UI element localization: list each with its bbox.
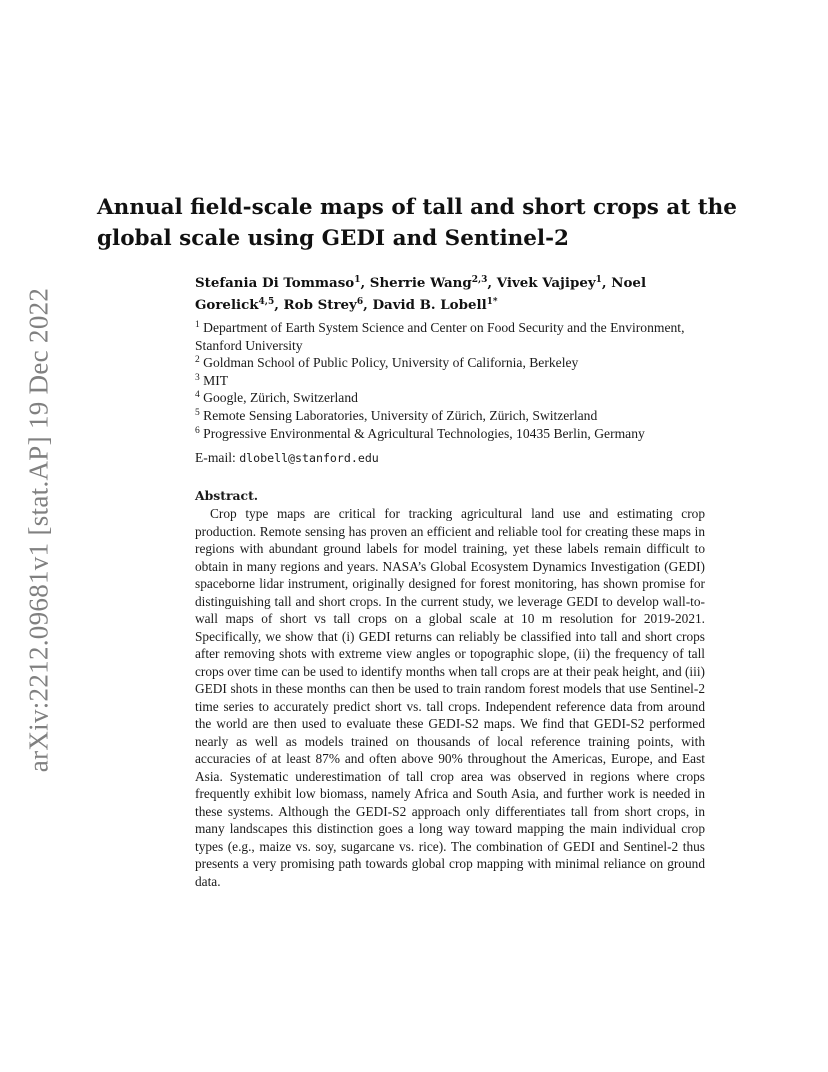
paper-title: Annual field-scale maps of tall and short crops at the global scale using GEDI and Sentinel-2 <box>97 195 737 251</box>
affiliation-number: 5 <box>195 407 200 418</box>
author-affiliation-mark: 4,5 <box>258 297 275 307</box>
author-name: Rob Strey <box>283 297 357 313</box>
author-name: Sherrie Wang <box>369 275 472 291</box>
affiliation-item <box>195 354 705 372</box>
author-affiliation-mark: 2,3 <box>471 275 488 285</box>
author-affiliation-mark: 6 <box>356 297 364 307</box>
email-address[interactable]: dlobell@stanford.edu <box>239 451 379 465</box>
contact-email <box>195 450 705 466</box>
affiliation-number: 2 <box>195 355 200 366</box>
affiliation-text: Department of Earth System Science and Center on Food Security and the Environment, Stanford University <box>195 320 685 353</box>
affiliation-text: Google, Zürich, Switzerland <box>203 390 358 406</box>
author-name: David B. Lobell <box>372 297 487 313</box>
abstract-heading: Abstract. <box>195 488 259 503</box>
author-name: Stefania Di Tommaso <box>195 275 355 291</box>
arxiv-identifier: arXiv:2212.09681v1 [stat.AP] 19 Dec 2022 <box>23 287 54 773</box>
affiliation-list <box>195 319 705 442</box>
affiliation-item <box>195 425 705 443</box>
affiliation-text: MIT <box>203 372 229 388</box>
affiliation-text: Progressive Environmental & Agricultural Technologies, 10435 Berlin, Germany <box>203 425 645 441</box>
affiliation-number: 1 <box>195 320 200 330</box>
abstract-text: Crop type maps are critical for tracking agricultural land use and estimating crop production. Remote sensing has proven an efficient and reliable tool for creating these maps in regions with abundant ground labels for model training, yet these labels remain difficult to obtain in many regions and years. NASA’s Global Ecosystem Dynamics Investigation (GEDI) spaceborne lidar instrument, originally designed for forest monitoring, has shown promise for distinguishing tall and short crops. In the current study, we leverage GEDI to develop wall-to-wall maps of short vs tall crops on a global scale at 10 m resolution for 2019-2021. Specifically, we show that (i) GEDI returns can reliably be classified into tall and short crops after removing shots with extreme view angles or topographic slope, (ii) the frequency of tall crops over time can be used to identify months when tall crops are at their peak height, and (iii) GEDI shots in these months can then be used to train random forest models that use Sentinel-2 time series to accurately predict short vs. tall crops. Independent reference data from around the world are then used to evaluate these GEDI-S2 maps. We find that GEDI-S2 performed nearly as well as models trained on thousands of local reference training points, with accuracies of at least 87% and often above 90% throughout the Americas, Europe, and East Asia. Systematic underestimation of tall crop area was observed in regions where crops frequently exhibit low biomass, namely Africa and South Asia, and further work is needed in these systems. Although the GEDI-S2 approach only differentiates tall from short crops, in many landscapes this distinction goes a long way toward mapping the main individual crop types (e.g., maize vs. soy, sugarcane vs. rice). The combination of GEDI and Sentinel-2 thus presents a very promising path towards global crop mapping with minimal reliance on ground data. <box>195 506 705 889</box>
email-label: E-mail: <box>195 450 236 465</box>
author-affiliation-mark: 1 <box>595 275 602 285</box>
affiliation-text: Goldman School of Public Policy, University of California, Berkeley <box>203 355 579 371</box>
author-list: Stefania Di Tommaso$^1$, Sherrie Wang$^{2,3}$, Vivek Vajipey$^1$, Noel Gorelick$^{4,5}$, Rob Strey$^6$, David B. Lobell$^{1*}$ <box>195 275 647 313</box>
affiliation-item <box>195 389 705 407</box>
affiliation-item <box>195 319 705 354</box>
affiliation-number: 3 <box>195 372 200 383</box>
arxiv-side-stamp <box>22 285 56 775</box>
affiliation-item <box>195 372 705 390</box>
author-affiliation-mark: 1 <box>354 275 361 285</box>
affiliation-text: Remote Sensing Laboratories, University of Zürich, Zürich, Switzerland <box>203 407 598 423</box>
author-name: Noel Gorelick <box>195 275 647 313</box>
author-affiliation-mark: 1* <box>486 297 498 307</box>
affiliation-number: 4 <box>195 390 200 401</box>
author-name: Vivek Vajipey <box>496 275 596 291</box>
affiliation-number: 6 <box>195 425 200 436</box>
affiliation-item <box>195 407 705 425</box>
